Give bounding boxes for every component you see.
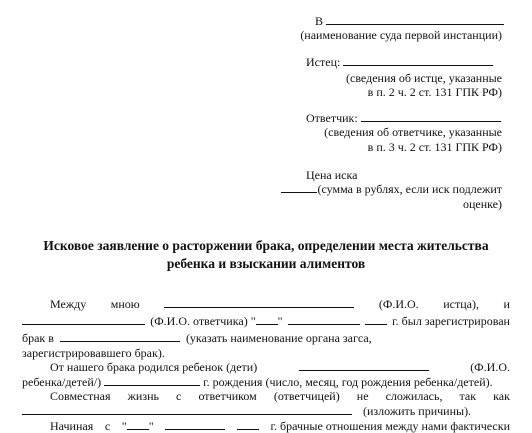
price-hint-1-text: (сумма в рублях, если иск подлежит	[317, 182, 502, 196]
price-hint-2: оценке)	[462, 197, 502, 211]
month-blank	[288, 314, 360, 325]
start-day-blank	[127, 419, 149, 430]
defendant-line	[306, 111, 501, 125]
court-name-blank	[326, 14, 504, 25]
body-p1-line-1	[50, 297, 510, 311]
plaintiff-label: Истец:	[306, 55, 341, 69]
p1-fragment: (Ф.И.О. ответчика) "	[150, 314, 256, 328]
start-year-blank	[237, 419, 259, 430]
p2-fragment: От нашего брака родился ребенок (дети)	[50, 360, 258, 374]
p3-word: как	[493, 389, 510, 403]
p1-fragment: г. был зарегистрирован	[392, 314, 510, 328]
reasons-blank	[22, 404, 352, 415]
body-p1-line-3	[22, 331, 372, 345]
p1-fragment: брак в	[22, 331, 54, 345]
defendant-label: Ответчик:	[306, 111, 358, 125]
price-blank	[281, 182, 317, 193]
p3-fragment: (изложить причины).	[363, 404, 472, 418]
plaintiff-line	[306, 55, 493, 69]
plaintiff-blank	[343, 55, 493, 66]
birthdate-blank	[104, 375, 200, 386]
body-p2-line-1	[50, 360, 510, 374]
p3-word: ответчиком	[198, 389, 257, 403]
p4-fragment: г. брачные отношения между нами фактически	[270, 419, 510, 433]
court-hint: (наименование суда первой инстанции)	[300, 28, 502, 42]
p1-word: и	[503, 297, 510, 311]
p3-word: так	[459, 389, 477, 403]
p1-fragment: (указать наименование органа загса,	[185, 331, 372, 345]
price-label: Цена иска	[306, 168, 358, 182]
year-blank	[365, 314, 387, 325]
plaintiff-hint-1: (сведения об истце, указанные	[346, 71, 502, 85]
court-line	[315, 14, 504, 28]
p1-date-group	[150, 314, 282, 328]
document-title-line-2: ребенка и взыскании алиментов	[166, 256, 366, 271]
body-p1-line-2	[22, 314, 510, 328]
p4-word: Начиная	[50, 419, 94, 433]
p3-word: сложилась,	[385, 389, 443, 403]
p2-fragment: ребенка/детей/)	[22, 375, 102, 389]
p1-word: мною	[110, 297, 140, 311]
p4-date-group	[122, 419, 154, 433]
p1-fragment: "	[277, 314, 283, 328]
plaintiff-hint-2: в п. 2 ч. 2 ст. 131 ГПК РФ)	[367, 85, 502, 99]
children-blank	[299, 360, 429, 371]
body-p2-line-2	[22, 375, 493, 389]
registry-office-blank	[60, 331, 180, 342]
defendant-hint-1: (сведения об ответчике, указанные	[324, 125, 502, 139]
body-p3-line-2	[22, 404, 471, 418]
defendant-hint-2: в п. 3 ч. 2 ст. 131 ГПК РФ)	[367, 140, 502, 154]
p4-word: с	[104, 419, 111, 433]
p3-word: (ответчицей)	[273, 389, 340, 403]
price-line	[306, 168, 357, 182]
p4-fragment: "	[148, 419, 154, 433]
p2-fragment: г. рождения (число, месяц, год рождения ребенка/детей).	[203, 375, 493, 389]
p3-word: с	[176, 389, 182, 403]
p1-word: истца),	[443, 297, 479, 311]
p2-fragment: (Ф.И.О.	[470, 360, 510, 374]
p3-word: Совместная	[50, 389, 111, 403]
body-p3-line-1	[50, 389, 510, 403]
p1-word: Между	[50, 297, 87, 311]
day-blank	[256, 314, 278, 325]
p4-fragment: "	[121, 419, 127, 433]
p3-word: жизнь	[127, 389, 159, 403]
p1-word: (Ф.И.О.	[378, 297, 419, 311]
start-month-blank	[165, 419, 225, 430]
body-p4-line-1	[50, 419, 510, 433]
court-prefix: В	[315, 14, 324, 28]
price-hint-1	[281, 182, 503, 196]
defendant-name-blank	[22, 314, 145, 325]
document-title-line-1: Исковое заявление о расторжении брака, определении места жительства	[43, 238, 489, 253]
plaintiff-name-blank	[164, 297, 354, 308]
body-p1-line-4: зарегистрировавшего брак).	[22, 346, 165, 360]
defendant-blank	[361, 111, 501, 122]
p3-word: не	[356, 389, 369, 403]
